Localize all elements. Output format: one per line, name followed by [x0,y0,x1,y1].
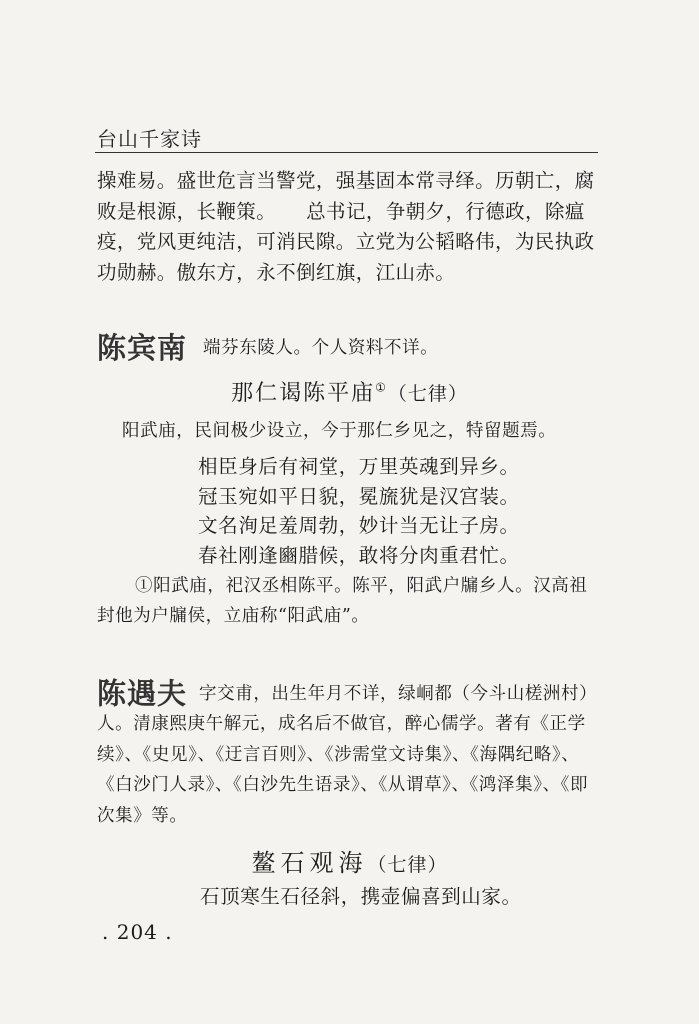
author-bio: 字交甫，出生年月不详，绿峒都（今斗山槎洲村）人。清康熙庚午解元，成名后不做官，醉心儒学。著有《正学续》、《史见》、《迂言百则》、《涉需堂文诗集》、《海隅纪略》、《白沙门人录》、《白沙先生语录》、《从谓草》、《鸿泽集》、《即次集》等。 [97,683,598,826]
author-entry-chen-binnan [97,326,602,367]
poem-title [0,843,699,878]
footnote-marker: ① [375,380,388,395]
author-name: 陈宾南 [97,331,188,365]
verse-line: 文名洵足羞周勃，妙计当无让子房。 [198,514,520,537]
verse-line: 冠玉宛如平日貌，冕旒犹是汉宫装。 [198,484,520,508]
author-entry-chen-yufu [97,678,602,831]
poem-title-text: 鳌石观海 [251,849,368,877]
poem-preface: 阳武庙，民间极少设立，今于那仁乡见之，特留题焉。 [122,421,557,441]
intro-paragraph: 操难易。盛世危言当警党，强基固本常寻绎。历朝亡，腐败是根源，长鞭策。 总书记，争朝夕，行德政，除瘟疫，党风更纯洁，可消民隙。立党为公韬略伟，为民执政功勋赫。傲东方，永不倒红旗，江山赤。 [97,169,595,284]
author-bio: 端芬东陵人。个人资料不详。 [203,338,439,358]
poem-verses [198,452,598,570]
running-head: 台山千家诗 [97,127,202,151]
poem-form: （七律） [387,383,468,405]
verse-line: 春社刚逢豳腊候，敢将分肉重君忙。 [198,543,520,567]
verse-line: 相臣身后有祠堂，万里英魂到异乡。 [198,455,520,478]
author-name: 陈遇夫 [97,676,188,711]
poem-form: （七律） [367,854,448,876]
poem-title [0,376,699,407]
verse-line: 石顶寒生石径斜，携壶偏喜到山家。 [200,885,522,908]
page-number: . 204 . [102,920,173,944]
header-rule [95,152,598,153]
footnote: ①阳武庙，祀汉丞相陈平。陈平，阳武户牖乡人。汉高祖封他为户牖侯，立庙称“阳武庙”。 [97,576,588,626]
poem-title-text: 那仁谒陈平庙 [231,381,376,406]
